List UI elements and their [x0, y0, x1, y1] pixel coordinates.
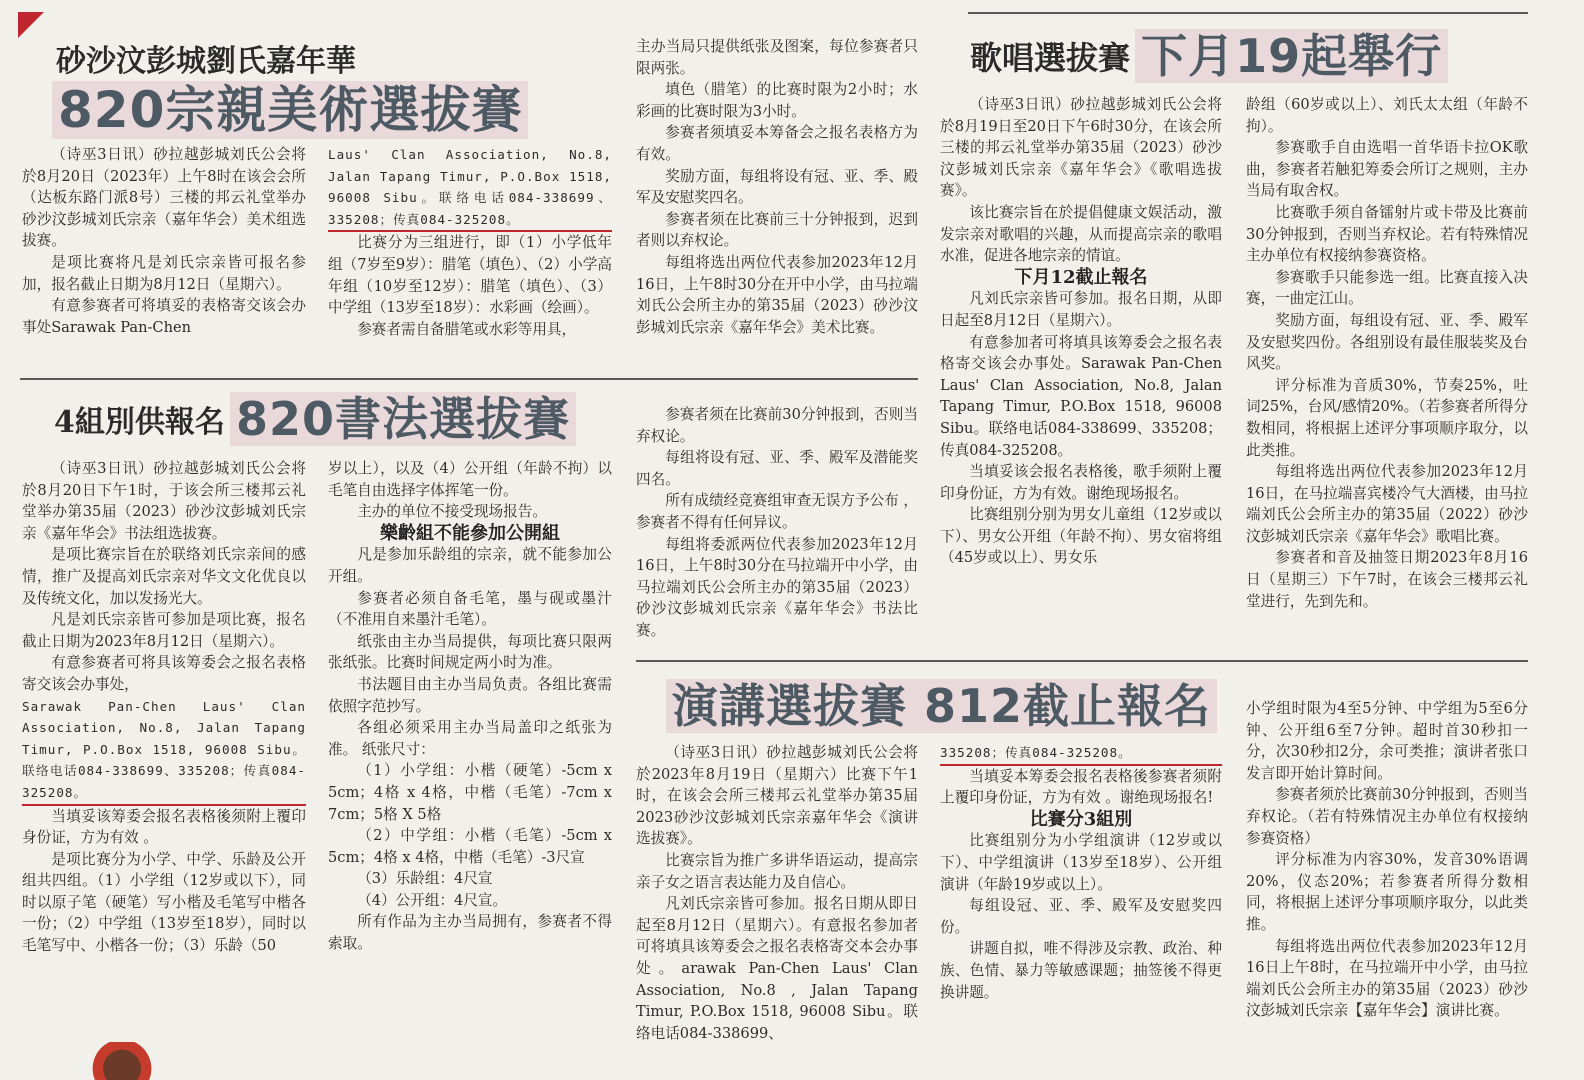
paragraph: 参赛歌手只能参选一组。比赛直接入决赛，一曲定江山。	[1246, 268, 1528, 308]
paragraph: 所有成绩经竞赛组审查无误方予公布 ，参赛者不得有任何异议。	[636, 492, 918, 531]
paragraph: （1）小学组：小楷（硬笔）-5cm x 5cm；4格 x 4格，中楷（毛笔）-7cm x 7cm；5格 X 5格	[328, 762, 612, 823]
subheading: 下月12截止報名	[1014, 266, 1148, 288]
singing-headline: 下月19起舉行	[1135, 29, 1448, 83]
paragraph: 评分标准为内容30%，发音30%语调20%，仪态20%；若参赛者所得分数相同，将根据上述评分事项顺序取分，以此类推。	[1246, 851, 1528, 933]
paragraph: 凡刘氏宗亲皆可参加。报名日期从即日起至8月12日（星期六）。有意报名参加者可将填具该筹委会之报名表格寄交本会办事处。arawak Pan-Chen Laus' Clan Association, No.8 , Jalan Tapang Timur, P.O.Box 1518, 96008 Sibu。联络电话084-338699、	[636, 895, 918, 1042]
paragraph: 比赛组别分为小学组演讲（12岁或以下）、中学组演讲（13岁至18岁）、公开组演讲（年龄19岁或以上）。	[940, 832, 1222, 893]
art-headline: 820宗親美術選拔賽	[52, 80, 528, 140]
top-rule	[968, 12, 1528, 14]
art-column-1	[22, 144, 306, 338]
paragraph: 比赛组别分别为男女儿童组（12岁或以下）、男女公开组（年龄不拘）、男女宿将组 （45岁或以上）、男女乐	[940, 506, 1222, 567]
paragraph: 是项比赛将凡是刘氏宗亲皆可报名参加，报名截止日期为8月12日（星期六）。	[22, 253, 306, 293]
paragraph: 是项比赛宗旨在於联络刘氏宗亲间的感情，推广及提高刘氏宗亲对华文文化优良以及传统文化，加以发扬光大。	[22, 546, 306, 607]
paragraph: 凡是参加乐龄组的宗亲，就不能参加公开组。	[328, 546, 612, 585]
paragraph: （诗巫3日讯）砂拉越彭城刘氏公会将於2023年8月19日（星期六）比赛下午1时，在该会会所三楼邦云礼堂举办第35届2023砂沙汶彭城刘氏宗亲嘉年华会《演讲选拔赛》。	[636, 744, 918, 848]
paragraph: （3）乐龄组：4尺宣	[357, 870, 493, 888]
corner-mark	[18, 12, 44, 38]
paragraph: 各组必须采用主办当局盖印之纸张为准。 纸张尺寸：	[328, 719, 612, 758]
paragraph: 凡是刘氏宗亲皆可参加是项比赛，报名截止日期为2023年8月12日（星期六）。	[22, 611, 306, 650]
paragraph: 参赛者须在比赛前三十分钟报到，迟到者则以弃权论。	[636, 210, 918, 250]
paragraph: 参赛者和音及抽签日期2023年8月16日（星期三）下午7时，在该会三楼邦云礼堂进行，先到先和。	[1246, 549, 1528, 610]
speech-column-1	[636, 742, 918, 1044]
paragraph: （诗巫3日讯）砂拉越彭城刘氏公会将於8月20日（2023年）上午8时在该会会所（达板东路门派8号）三楼的邦云礼堂举办砂沙汶彭城刘氏宗亲（嘉年华会）美术组选拔赛。	[22, 146, 306, 250]
calligraphy-header	[54, 392, 614, 446]
paragraph: 有意参赛者可将填妥的表格寄交该会办事处Sarawak Pan-Chen	[22, 297, 306, 336]
subheading: 比賽分3組別	[1029, 808, 1133, 830]
section-divider-right	[636, 660, 1528, 662]
paragraph: 有意参加者可将填具该筹委会之报名表格寄交该会办事处。Sarawak Pan-Chen Laus' Clan Association, No.8, Jalan Tapang Timur, P.O.Box 1518, 96008 Sibu。联络电话084-338699、335208；传真084-325208。	[940, 333, 1222, 459]
paragraph: 每组将设有冠、亚、季、殿军及潜能奖四名。	[636, 449, 918, 488]
art-kicker: 砂沙汶彭城劉氏嘉年華	[56, 44, 356, 79]
calligraphy-headline: 820書法選拔賽	[230, 392, 576, 446]
singing-column-2	[1246, 94, 1528, 612]
singing-header	[970, 26, 1530, 88]
paragraph: 凡刘氏宗亲皆可参加。报名日期，从即日起至8月12日（星期六）。	[940, 290, 1222, 329]
paragraph: 主办当局只提供纸张及图案，每位参赛者只限两张。	[636, 38, 918, 77]
paragraph: 参赛者需自备腊笔或水彩等用具，	[357, 320, 577, 338]
paragraph: 参赛者须在比赛前30分钟报到，否则当弃权论。	[636, 406, 918, 445]
singing-column-1	[940, 94, 1222, 569]
contact-info: Sarawak Pan-Chen Laus' Clan Association, No.8, Jalan Tapang Timur, P.O.Box 1518, 96008 Sibu。联络电话084-338699、335208；传真084-325208。	[22, 696, 306, 806]
paragraph: 该比赛宗旨在於提倡健康文娱活动，激发宗亲对歌唱的兴趣，从而提高宗亲的歌唱水准，促进各地宗亲的情谊。	[940, 203, 1222, 265]
contact-info: 335208；传真084-325208。	[940, 742, 1222, 766]
contact-info: Laus' Clan Association, No.8, Jalan Tapang Timur, P.O.Box 1518, 96008 Sibu。联络电话084-338699、335208；传真084-325208。	[328, 144, 612, 232]
paragraph: 参赛歌手自由选唱一首华语卡拉OK歌曲，参赛者若触犯筹委会所订之规则，主办当局有取舍权。	[1246, 139, 1528, 200]
section-divider-left	[20, 378, 918, 380]
paragraph: 每组将委派两位代表参加2023年12月16日，上午8时30分在马拉端开中小学，由马拉端刘氏公会所主办的第35届（2023）砂沙汶彭城刘氏宗亲《嘉年华会》书法比赛。	[636, 535, 918, 639]
speech-column-2	[940, 742, 1222, 1003]
paragraph: 每组将选出两位代表参加2023年12月16日上午8时，在马拉端开中小学，由马拉端刘氏公会所主办的第35届（2023）砂沙汶彭城刘氏宗亲【嘉年华会】演讲比赛。	[1246, 937, 1528, 1020]
paragraph: 每组将选出两位代表参加2023年12月16日，在马拉端喜宾楼冷气大酒楼，由马拉端刘氏公会所主办的第35届（2022）砂沙汶彭城刘氏宗亲《嘉年华会》歌唱比赛。	[1246, 463, 1528, 545]
calligraphy-column-3	[636, 404, 918, 642]
calligraphy-column-1	[22, 458, 306, 957]
paragraph: 主办的单位不接受现场报告。	[357, 503, 547, 521]
paragraph: 填色（腊笔）的比赛时限为2小时；水彩画的比赛时限为3小时。	[636, 81, 918, 120]
paragraph: 有意参赛者可将具该筹委会之报名表格寄交该会办事处，	[22, 654, 306, 693]
person-photo-fragment	[90, 1042, 154, 1080]
paragraph: 参赛者须於比赛前30分钟报到，否则当弃权论。（若有特殊情况主办单位有权接纳参赛资格）	[1246, 786, 1528, 847]
paragraph: 参赛者须填妥本筹备会之报名表格方为有效。	[636, 124, 918, 163]
paragraph: 小学组时限为4至5分钟、中学组为5至6分钟、公开组6至7分钟。超时首30秒扣一分，次30秒扣2分，余可类推；演讲者张口发言即开始计算时间。	[1246, 700, 1528, 782]
paragraph: 书法题目由主办当局负责。各组比赛需依照字范抄写。	[328, 675, 612, 715]
paragraph: 是项比赛分为小学、中学、乐龄及公开组共四组。（1）小学组（12岁或以下），同时以原子笔（硬笔）写小楷及毛笔写中楷各一份；（2）中学组（13岁至18岁），同时以毛笔写中、小楷各一份；（3）乐龄（50	[22, 850, 306, 955]
paragraph: 纸张由主办当局提供，每项比赛只限两张纸张。比赛时间规定两小时为准。	[328, 632, 612, 672]
paragraph: （诗巫3日讯）砂拉越彭城刘氏公会将於8月19日至20日下午6时30分，在该会所三楼的邦云礼堂举办第35届（2023）砂沙汶彭城刘氏宗亲《嘉年华会》《歌唱选拔赛》。	[940, 96, 1222, 200]
paragraph: 比赛歌手须自备镭射片或卡带及比赛前30分钟报到，否则当弃权论。若有特殊情况主办单位有权接纳参赛资格。	[1246, 203, 1528, 265]
subheading: 樂齡組不能參加公開組	[380, 522, 560, 544]
paragraph: 当填妥该筹委会报名表格後须附上覆印身份证，方为有效 。	[22, 807, 306, 847]
paragraph: 讲题自拟，唯不得涉及宗教、政治、种族、色情、暴力等敏感课题；抽签後不得更换讲题。	[940, 940, 1222, 1001]
art-column-2	[328, 144, 612, 340]
singing-kicker: 歌唱選拔賽	[970, 39, 1131, 77]
paragraph: （2）中学组：小楷（毛笔）-5cm x 5cm；4格 x 4格，中楷（毛笔）-3尺宣	[328, 827, 612, 866]
paragraph: 每组设冠、亚、季、殿军及安慰奖四份。	[940, 897, 1222, 936]
paragraph: （诗巫3日讯）砂拉越彭城刘氏公会将於8月20日下午1时，于该会所三楼邦云礼堂举办第35届（2023）砂沙汶彭城刘氏宗亲《嘉年华会》书法组选拔赛。	[22, 460, 306, 542]
paragraph: 当填妥该会报名表格後，歌手须附上覆印身份证，方为有效。谢绝现场报名。	[940, 463, 1222, 502]
art-column-3	[636, 36, 918, 338]
calligraphy-kicker: 4組別供報名	[54, 405, 225, 440]
paragraph: 奖励方面，每组将设有冠、亚、季、殿军及安慰奖四名。	[636, 167, 918, 207]
speech-column-3	[1246, 698, 1528, 1022]
paragraph: 评分标准为音质30%，节奏25%，吐词25%，台风/感情20%。（若参赛者所得分数相同，将根据上述评分事项顺序取分，以此类推。	[1246, 376, 1528, 459]
paragraph: 龄组（60岁或以上）、刘氏太太组（年龄不拘）。	[1246, 96, 1528, 135]
paragraph: 比赛宗旨为推广多讲华语运动，提高宗亲子女之语言表达能力及自信心。	[636, 851, 918, 891]
paragraph: （4）公开组：4尺宣。	[357, 891, 508, 909]
speech-headline: 演講選拔賽 812截止報名	[666, 676, 1217, 736]
paragraph: 比赛分为三组进行，即（1）小学低年组（7岁至9岁）：腊笔（填色）、（2）小学高年组（10岁至12岁）：腊笔（填色）、（3）中学组（13岁至18岁）：水彩画（绘画）。	[328, 234, 612, 317]
paragraph: 所有作品为主办当局拥有，参赛者不得索取。	[328, 913, 612, 953]
paragraph: 岁以上），以及（4）公开组（年龄不拘）以毛笔自由选择字体挥笔一份。	[328, 460, 612, 499]
paragraph: 当填妥本筹委会报名表格後参赛者须附上覆印身份证，方为有效 。谢绝现场报名!	[940, 767, 1222, 807]
calligraphy-column-2	[328, 458, 612, 955]
paragraph: 奖励方面，每组设有冠、亚、季、殿军及安慰奖四份。各组别设有最佳服装奖及台风奖。	[1246, 311, 1528, 373]
paragraph: 每组将选出两位代表参加2023年12月16日，上午8时30分在开中小学，由马拉端刘氏公会所主办的第35届（2023）砂沙汶彭城刘氏宗亲《嘉年华会》美术比赛。	[636, 253, 918, 336]
paragraph: 参赛者必须自备毛笔，墨与砚或墨汁（不准用自来墨汁毛笔）。	[328, 589, 612, 629]
